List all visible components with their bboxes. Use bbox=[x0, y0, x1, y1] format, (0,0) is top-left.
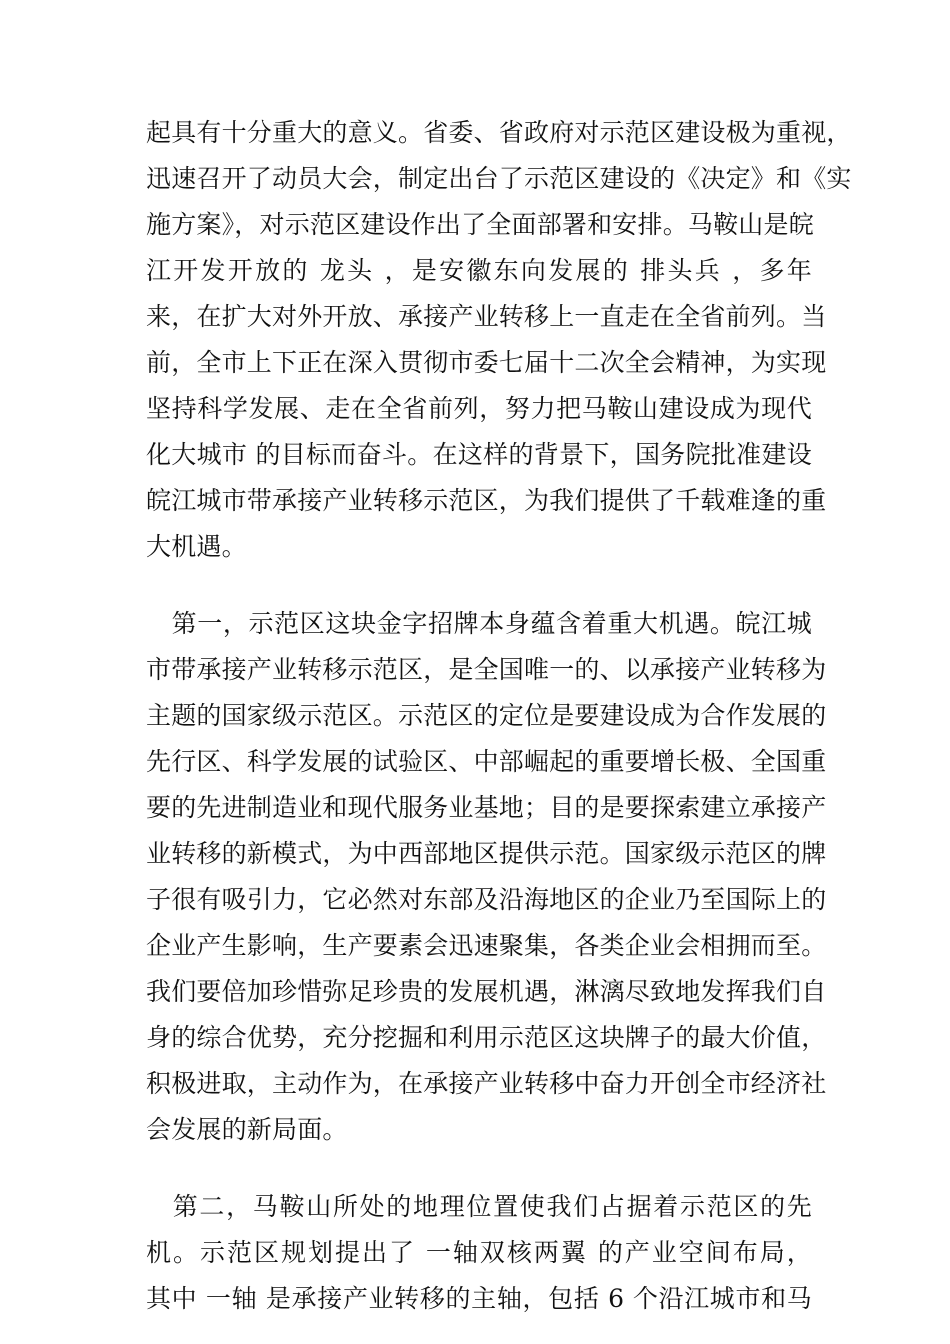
paragraph-2-line-2: 市带承接产业转移示范区，是全国唯一的、以承接产业转移为 bbox=[146, 655, 827, 684]
paragraph-2-line-8: 企业产生影响，生产要素会迅速聚集，各类企业会相拥而至。 bbox=[146, 931, 827, 960]
paragraph-1-line-4: 江开发开放的 龙头 ，是安徽东向发展的 排头兵 ，多年 bbox=[146, 256, 812, 285]
paragraph-2-line-4: 先行区、科学发展的试验区、中部崛起的重要增长极、全国重 bbox=[146, 747, 827, 776]
paragraph-2-line-11: 积极进取，主动作为，在承接产业转移中奋力开创全市经济社 bbox=[146, 1069, 827, 1098]
paragraph-1-line-6: 前，全市上下正在深入贯彻市委七届十二次全会精神，为实现 bbox=[146, 348, 827, 377]
paragraph-3-line-2: 机。示范区规划提出了 一轴双核两翼 的产业空间布局， bbox=[146, 1238, 812, 1267]
paragraph-2-line-10: 身的综合优势，充分挖掘和利用示范区这块牌子的最大价值， bbox=[146, 1023, 827, 1052]
paragraph-1-line-1: 起具有十分重大的意义。省委、省政府对示范区建设极为重视， bbox=[146, 118, 852, 147]
paragraph-2-line-1: 第一，示范区这块金字招牌本身蕴含着重大机遇。皖江城 bbox=[146, 609, 812, 638]
paragraph-2-line-3: 主题的国家级示范区。示范区的定位是要建设成为合作发展的 bbox=[146, 701, 827, 730]
paragraph-2-line-12: 会发展的新局面。 bbox=[146, 1115, 348, 1144]
paragraph-2-line-7: 子很有吸引力，它必然对东部及沿海地区的企业乃至国际上的 bbox=[146, 885, 827, 914]
paragraph-2-line-6: 业转移的新模式，为中西部地区提供示范。国家级示范区的牌 bbox=[146, 839, 827, 868]
paragraph-3-line-1: 第二，马鞍山所处的地理位置使我们占据着示范区的先 bbox=[146, 1192, 812, 1221]
paragraph-1-line-5: 来，在扩大对外开放、承接产业转移上一直走在全省前列。当 bbox=[146, 302, 827, 331]
paragraph-1-line-8: 化大城市 的目标而奋斗。在这样的背景下，国务院批准建设 bbox=[146, 440, 812, 469]
paragraph-1-line-2: 迅速召开了动员大会，制定出台了示范区建设的《决定》和《实 bbox=[146, 164, 852, 193]
paragraph-1-line-9: 皖江城市带承接产业转移示范区，为我们提供了千载难逢的重 bbox=[146, 486, 827, 515]
paragraph-1-line-7: 坚持科学发展、走在全省前列，努力把马鞍山建设成为现代 bbox=[146, 394, 812, 423]
paragraph-3-line-3: 其中 一轴 是承接产业转移的主轴，包括 6 个沿江城市和马 bbox=[146, 1284, 812, 1313]
paragraph-1-line-10: 大机遇。 bbox=[146, 532, 247, 561]
paragraph-1-line-3: 施方案》，对示范区建设作出了全面部署和安排。马鞍山是皖 bbox=[146, 210, 814, 239]
paragraph-2-line-5: 要的先进制造业和现代服务业基地；目的是要探索建立承接产 bbox=[146, 793, 827, 822]
paragraph-2-line-9: 我们要倍加珍惜弥足珍贵的发展机遇，淋漓尽致地发挥我们自 bbox=[146, 977, 827, 1006]
